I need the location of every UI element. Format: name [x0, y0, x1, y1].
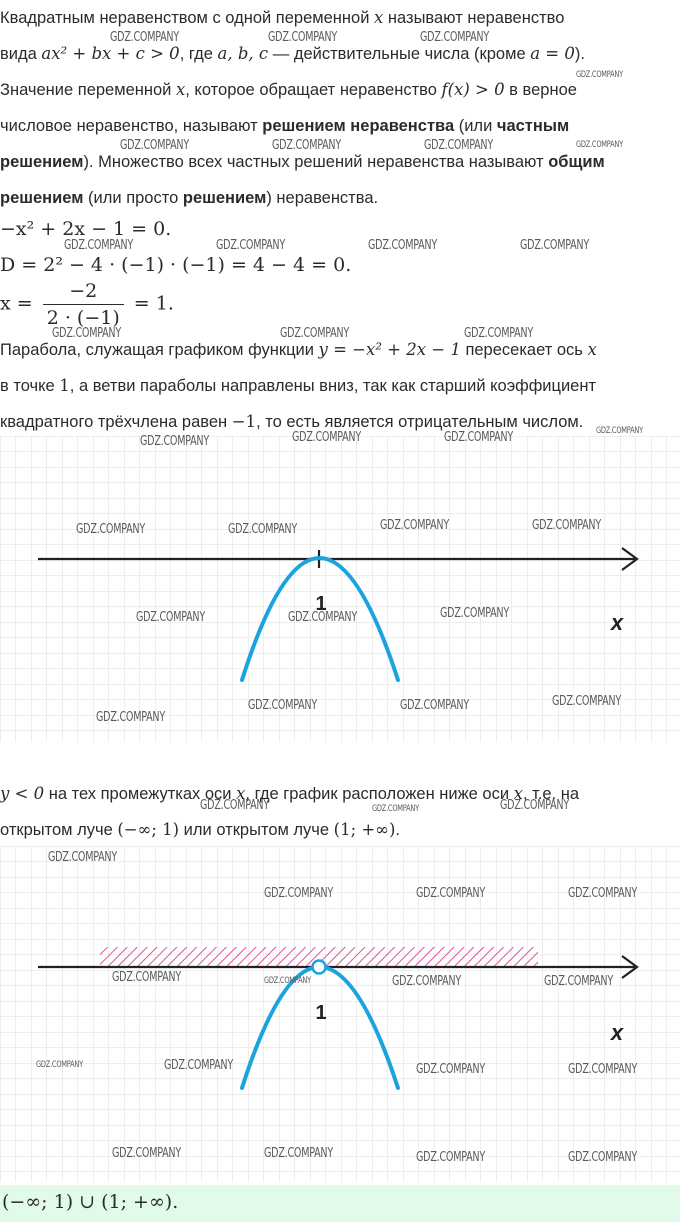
watermark: GDZ.COMPANY	[216, 238, 285, 253]
watermark: GDZ.COMPANY	[420, 30, 489, 45]
watermark: GDZ.COMPANY	[368, 238, 437, 253]
equation-root: x = $\frac{-2}{2 \cdot (-1)}$ = 1.	[0, 280, 174, 329]
answer-text: (−∞; 1) ∪ (1; +∞).	[2, 1191, 179, 1213]
theory-line-5: решением). Множество всех частных решений неравенства называют общим	[0, 153, 605, 171]
watermark: GDZ.COMPANY	[264, 976, 311, 986]
watermark: GDZ.COMPANY	[380, 518, 449, 533]
axis-label-x: x	[610, 610, 624, 635]
watermark: GDZ.COMPANY	[112, 1146, 181, 1161]
watermark: GDZ.COMPANY	[136, 610, 205, 625]
watermark: GDZ.COMPANY	[568, 886, 637, 901]
answer-box	[0, 1185, 680, 1222]
watermark: GDZ.COMPANY	[264, 886, 333, 901]
watermark: GDZ.COMPANY	[36, 1060, 83, 1070]
watermark: GDZ.COMPANY	[228, 522, 297, 537]
theory-line-6: решением (или просто решением) неравенства.	[0, 189, 379, 207]
watermark: GDZ.COMPANY	[52, 326, 121, 341]
excluded-point	[313, 961, 326, 974]
parabola-line-3: квадратного трёхчлена равен −1, то есть является отрицательным числом.	[0, 412, 584, 431]
watermark: GDZ.COMPANY	[440, 606, 509, 621]
watermark: GDZ.COMPANY	[292, 430, 361, 445]
watermark: GDZ.COMPANY	[48, 850, 117, 865]
theory-line-3: Значение переменной x, которое обращает неравенство f(x) > 0 в верное	[0, 80, 577, 99]
theory-line-4: числовое неравенство, называют решением неравенства (или частным	[0, 117, 570, 135]
watermark: GDZ.COMPANY	[280, 326, 349, 341]
watermark: GDZ.COMPANY	[500, 798, 569, 813]
watermark: GDZ.COMPANY	[532, 518, 601, 533]
watermark: GDZ.COMPANY	[120, 138, 189, 153]
watermark: GDZ.COMPANY	[140, 434, 209, 449]
watermark: GDZ.COMPANY	[288, 610, 357, 625]
watermark: GDZ.COMPANY	[268, 30, 337, 45]
point-label: 1	[315, 593, 327, 615]
parabola-line-1: Парабола, служащая графиком функции y = −x² + 2x − 1 пересекает ось x	[0, 340, 597, 359]
watermark: GDZ.COMPANY	[568, 1062, 637, 1077]
root-fraction: $\frac{-2}{2 \cdot (-1)}$	[43, 280, 124, 329]
watermark: GDZ.COMPANY	[424, 138, 493, 153]
grid-background	[0, 436, 680, 742]
watermark: GDZ.COMPANY	[76, 522, 145, 537]
watermark: GDZ.COMPANY	[110, 30, 179, 45]
equation-quadratic: −x² + 2x − 1 = 0.	[0, 218, 172, 240]
solution-graph	[0, 846, 680, 1182]
watermark: GDZ.COMPANY	[96, 710, 165, 725]
watermark: GDZ.COMPANY	[64, 238, 133, 253]
watermark: GDZ.COMPANY	[272, 138, 341, 153]
axis-label-x: x	[610, 1020, 624, 1045]
parabola-line-2: в точке 1, а ветви параболы направлены вниз, так как старший коэффициент	[0, 376, 597, 395]
grid-background	[0, 846, 680, 1182]
watermark: GDZ.COMPANY	[576, 70, 623, 80]
equation-discriminant: D = 2² − 4 · (−1) · (−1) = 4 − 4 = 0.	[0, 254, 352, 276]
parabola-graph	[0, 436, 680, 742]
watermark: GDZ.COMPANY	[392, 974, 461, 989]
watermark: GDZ.COMPANY	[464, 326, 533, 341]
watermark: GDZ.COMPANY	[416, 1150, 485, 1165]
watermark: GDZ.COMPANY	[552, 694, 621, 709]
point-label: 1	[315, 1002, 327, 1024]
watermark: GDZ.COMPANY	[416, 886, 485, 901]
watermark: GDZ.COMPANY	[164, 1058, 233, 1073]
watermark: GDZ.COMPANY	[112, 970, 181, 985]
theory-line-1: Квадратным неравенством с одной переменной x называют неравенство	[0, 8, 565, 27]
watermark: GDZ.COMPANY	[576, 140, 623, 150]
watermark: GDZ.COMPANY	[444, 430, 513, 445]
watermark: GDZ.COMPANY	[264, 1146, 333, 1161]
watermark: GDZ.COMPANY	[400, 698, 469, 713]
watermark: GDZ.COMPANY	[520, 238, 589, 253]
watermark: GDZ.COMPANY	[248, 698, 317, 713]
watermark: GDZ.COMPANY	[416, 1062, 485, 1077]
conclusion-line-2: открытом луче (−∞; 1) или открытом луче (1; +∞).	[0, 820, 401, 839]
watermark: GDZ.COMPANY	[596, 426, 643, 436]
watermark: GDZ.COMPANY	[544, 974, 613, 989]
conclusion-line-1: y < 0 на тех промежутках оси x, где график расположен ниже оси x, т.е. на	[0, 784, 580, 803]
theory-line-2: вида ax² + bx + c > 0, где a, b, c — действительные числа (кроме a = 0).	[0, 44, 585, 63]
watermark: GDZ.COMPANY	[372, 804, 419, 814]
watermark: GDZ.COMPANY	[568, 1150, 637, 1165]
watermark: GDZ.COMPANY	[200, 798, 269, 813]
